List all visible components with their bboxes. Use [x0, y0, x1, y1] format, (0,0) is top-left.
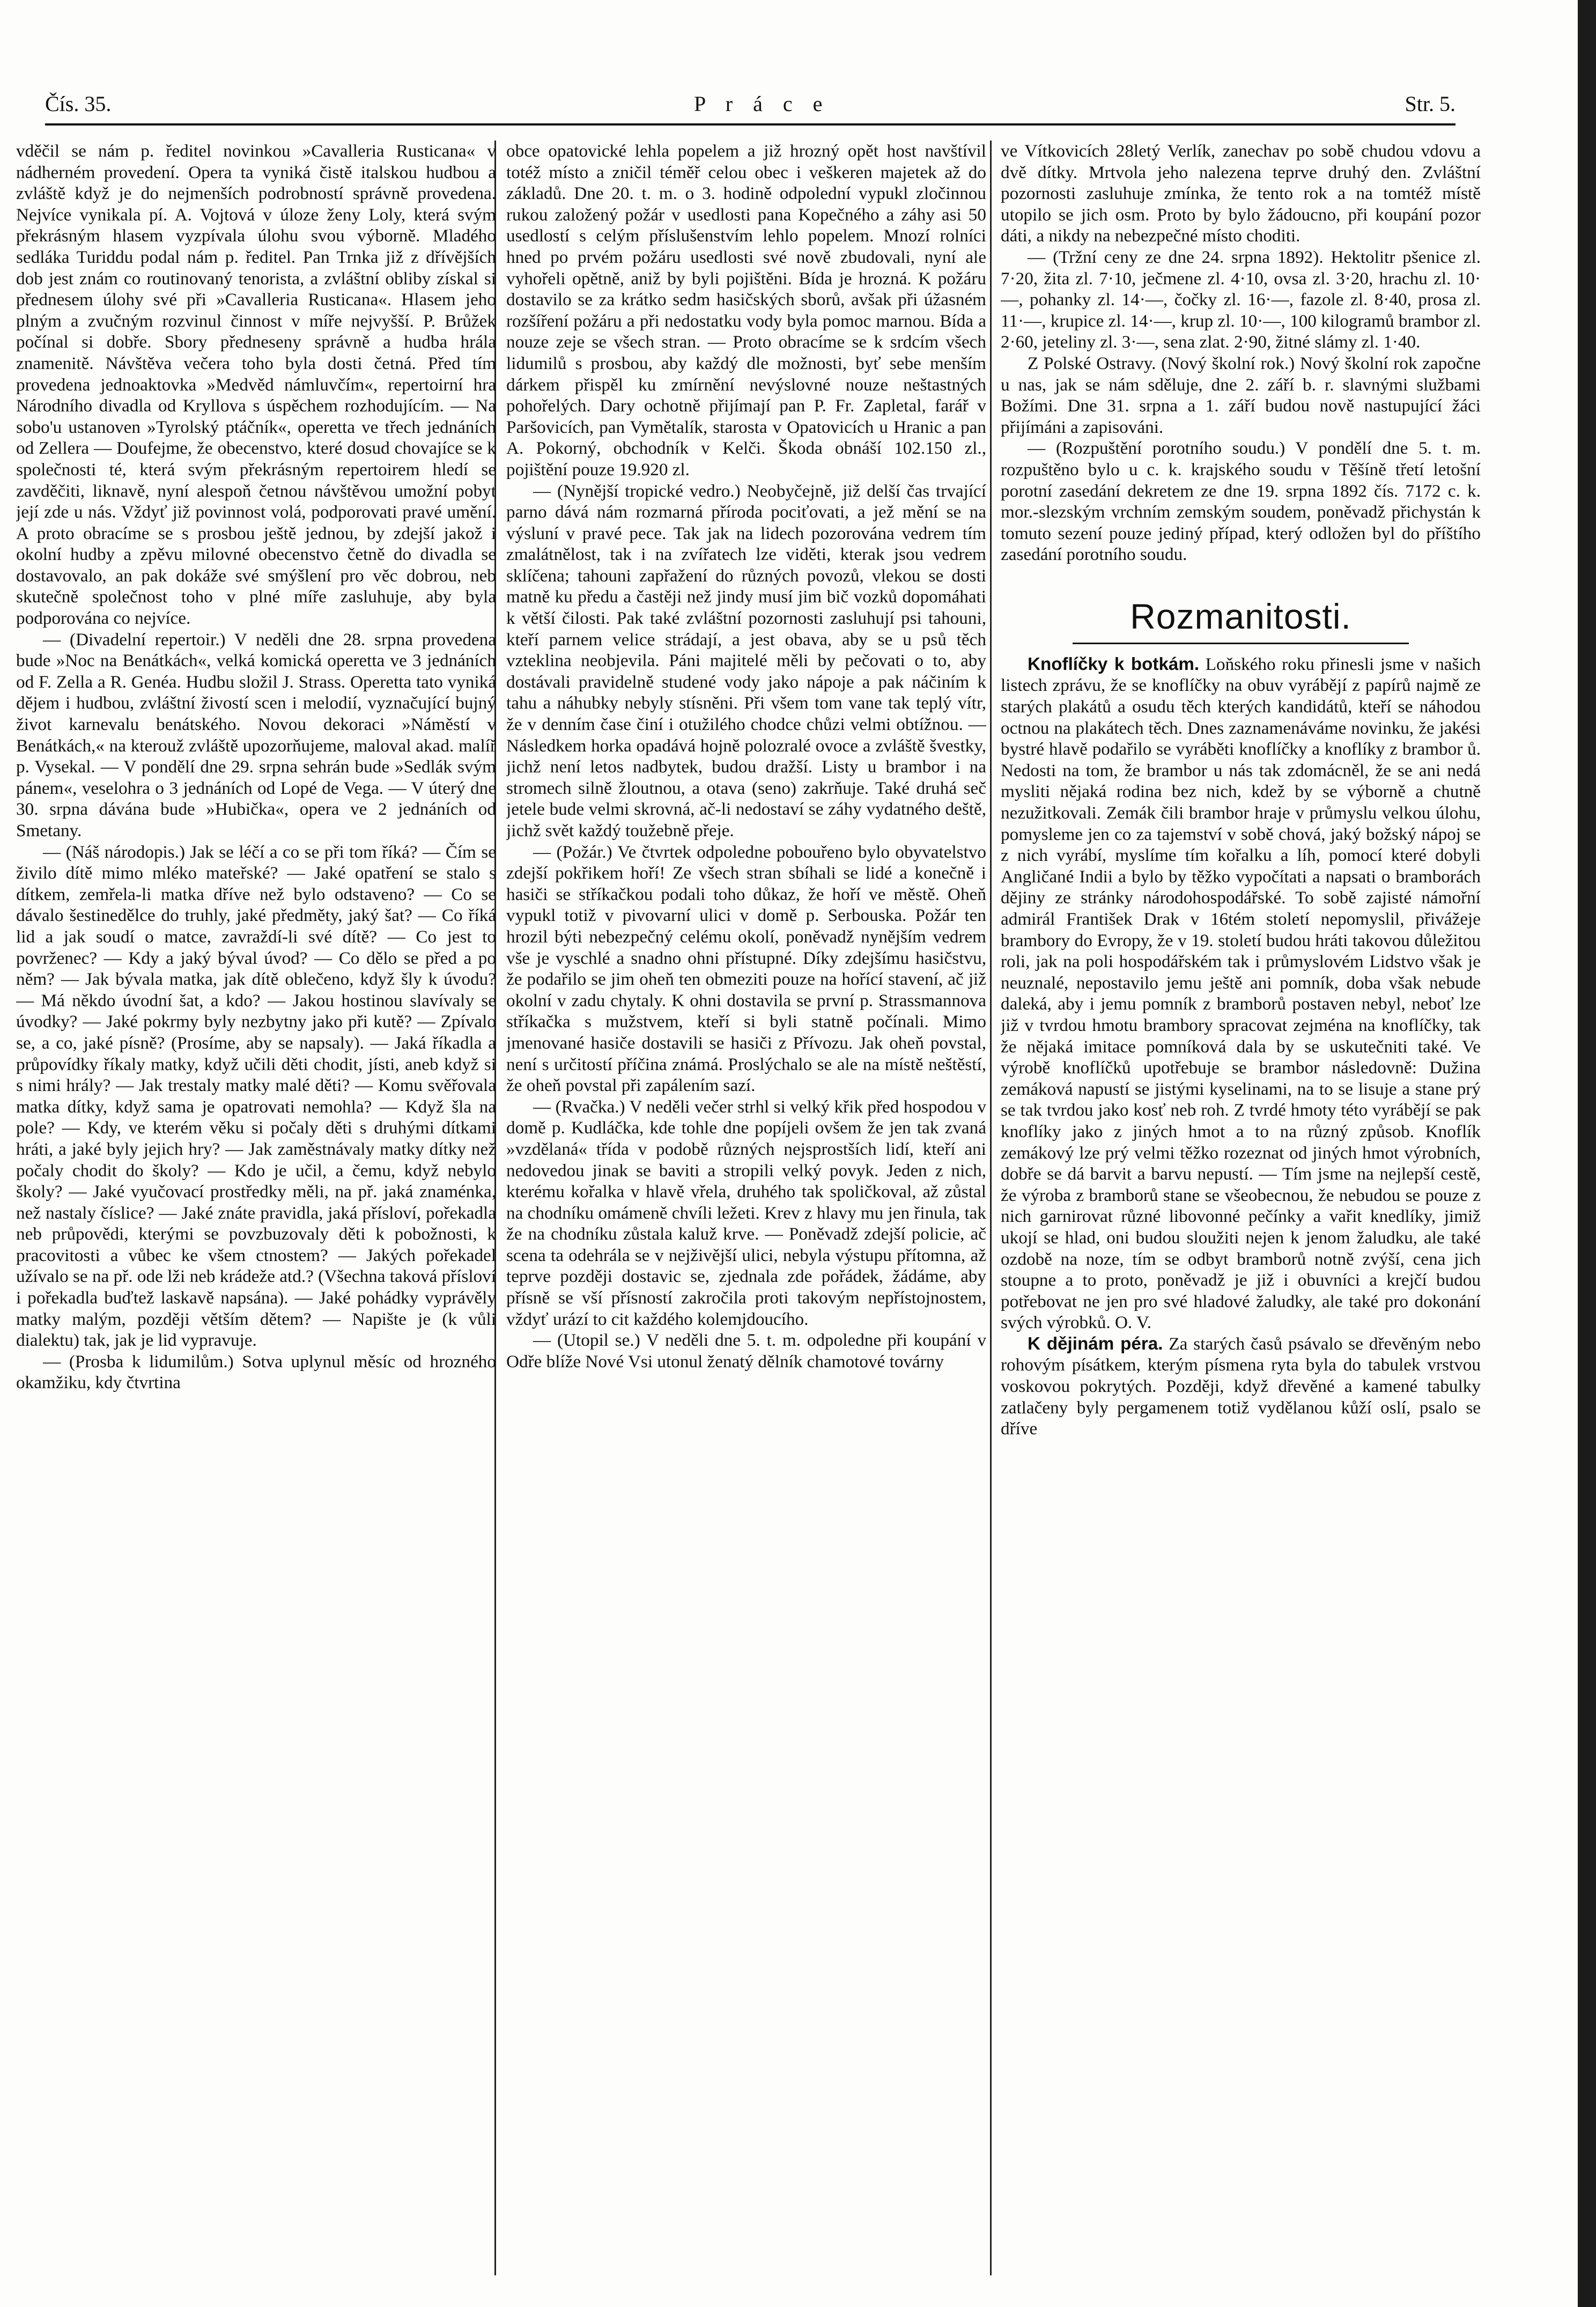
article-fire: — (Požár.) Ve čtvrtek odpoledne pobouřeno bylo obyvatelstvo zdejší pokřikem hoří! Ze všech stran sbíhali se lidé a konečně i hasiči se stříkačkou podali toho důkaz, že hoří ve městě. Oheň vypukl totiž v pivovarní ulici v domě p. Serbouska. Požár ten hrozil býti nebezpečný celému okolí, poněvadž nynějším vedrem vše je vyschlé a snadno ohni přístupné. Díky zdejšímu hasičstvu, že podařilo se jim oheň ten obmeziti pouze na hořící stavení, ač již okolní v zadu chytaly. K ohni dostavila se první p. Strassmannova stříkačka s mužstvem, kteří si byli statně počínali. Mimo jmenované hasiče dostavili se hasiči z Přívozu. Jak oheň povstal, není s určitostí příčina známá. Proslýchalo se ale na místě neštěstí, že oheň povstal při zapálením sazí.: [506, 842, 986, 1096]
column-1: [16, 141, 496, 2281]
article-appeal-continued: obce opatovické lehla popelem a již hrozný opět host navštívil totéž místo a zničil téměř celou obec i veškeren majetek až do základů. Dne 20. t. m. o 3. hodině odpolední vypukl zločinnou rukou založený požár v usedlosti pana Kopečného a záhy asi 50 usedlostí s celým příslušenstvím lehlo popelem. Mnozí rolníci hned po prvém požáru usedlosti své nově zbudovali, nyní ale vyhořeli opětně, aniž by byli pojištěni. Bída je hrozná. K požáru dostavilo se za krátko sedm hasičských sborů, avšak při úžasném rozšíření požáru a při nedostatku vody byla pomoc marnou. Bída a nouze zeje se všech stran. — Proto obracíme se k srdcím všech lidumilů s prosbou, aby každý dle možnosti, byť sebe menším dárkem přispěl ku zmírnění nevýslovné nouze neštastných pohořelých. Dary ochotně přijímají pan P. Fr. Zapletal, farář v Paršovicích, pan Vymětalík, starosta v Opatovicích u Hranic a pan A. Pokorný, obchodník v Kelči. Škoda obnáší 102.150 zl., pojištění pouze 19.920 zl.: [506, 141, 986, 480]
article-heat-wave: — (Nynější tropické vedro.) Neobyčejně, již delší čas trvající parno dává nám rozmarná příroda pociťovati, a jež mění se na výsluní v pravé pece. Tak jak na lidech pozorována vedrem tím zmalátnělost, tak i na zvířatech lze viděti, kterak jsou vedrem sklíčena; tahouni zapřažení do různých povozů, vlekou se dosti matně ku předu a častěji než jindy musí jim bič vozků dopomáhati k větší čilosti. Pak také zvláštní pozornosti zasluhují psi tahouni, kteří parnem velice strádají, a jest obava, aby se u psů těch vzteklina neobjevila. Páni majitelé měli by pečovati o to, aby dostávali pravidelně studené vody jako nápoje a pak náčiním k tahu a náhubky nebyly stísněni. Při všem tom vane tak teplý vítr, že v denním čase činí i otužilého chodce chůzi velmi obtížnou. — Následkem horka opadává hojně polozralé ovoce a zvláště švestky, jichž není letos nadbytek, budou dražší. Listy u brambor i na stromech silně žloutnou, a otava (seno) zakrňuje. Také druhá seč jetele bude velmi skrovná, ač-li nedostaví se záhy vydatného deště, jichž svět každý toužebně přeje.: [506, 481, 986, 841]
article-jury-court: — (Rozpuštění porotního soudu.) V pondělí dne 5. t. m. rozpuštěno bylo u c. k. krajského soudu v Těšíně třetí letošní porotní zasedání dekretem ze dne 19. srpna 1892 čís. 7172 c. k. mor.-slezským vrchním zemským soudem, poněvadž přichystán k tomuto sezení pouze jediný případ, který odložen byl do příštího zasedání porotního soudu.: [1001, 438, 1481, 565]
article-ethnography: — (Náš národopis.) Jak se léčí a co se při tom říká? — Čím se živilo dítě mimo mléko mateřské? — Jaké opatření se stalo s dítkem, zemřela-li matka dříve než bylo odstaveno? — Co se dávalo šestinedělce do truhly, jaké předměty, jaký šat? — Co říká lid a jak soudí o matce, zavraždí-li své dítě? — Co jest to povrženec? — Kdy a jaký býval úvod? — Co dělo se před a po něm? — Jak bývala matka, jak dítě oblečeno, když šly k úvodu? — Má někdo úvodní šat, a kdo? — Jakou hostinou slavívaly se úvodky? — Jaké pokrmy byly nezbytny jako při kutě? — Zpívalo se, a co, jaké písně? (Prosíme, aby se napsaly). — Jaká říkadla a průpovídky říkaly matky, když učili děti chodit, jísti, aneb když si s nimi hrály? — Jak trestaly matky malé děti? — Komu svěřovala matka dítky, když sama je opatrovati nemohla? — Když šla na pole? — Kdy, ve kterém věku si počaly děti s druhými dítkami hráti, a jaké byly jejich hry? — Jak zaměstnávaly matky dítky než počaly chodit do školy? — Kdo je učil, a čemu, když nebylo školy? — Jaké vyučovací prostředky měli, na př. jaká znaménka, než nastaly číslice? — Jaké znáte pravidla, jaká přísloví, pořekadla neb průpovědi, kterými se povzbuzovaly děti k pobožnosti, k pracovitosti a vůbec ke všem ctnostem? — Jakých pořekadel užívalo se na př. ode lži neb krádeže atd.? (Všechna taková přísloví i pořekadla buďtež laskavě napsána). — Jaké pohádky vyprávěly matky malým, později větším dětem? — Napište je (k vůli dialektu) tak, jak je lid vypravuje.: [16, 842, 496, 1351]
article-lead: Knoflíčky k botkám.: [1028, 654, 1200, 674]
article-polska-ostrava: Z Polské Ostravy. (Nový školní rok.) Nový školní rok započne u nas, jak se nám sděluje, dne 2. září b. r. slavnými službami Božími. Dne 31. srpna a 1. září budou nově nastupující žáci přijímáni a zapisováni.: [1001, 353, 1481, 437]
section-rule: [1073, 643, 1409, 644]
page-number: Str. 5.: [1405, 92, 1455, 116]
column-2: [506, 141, 986, 2281]
article-brawl: — (Rvačka.) V neděli večer strhl si velký křik před hospodou v domě p. Kudláčka, kde tohle dne popíjeli ovšem že jen tak zvaná »vzdělaná« třída v podobě různých nejsprostších lidí, kteří ani nedovedou jinak se baviti a stropili velký povyk. Jeden z nich, kterému kořalka v hlavě vřela, druhého tak spoličkoval, až zůstal na chodníku omámeně chvíli ležeti. Krev z hlavy mu jen řinula, tak že na chodníku zůstala kaluž krve. — Poněvadž zdejší policie, ač scena ta odehrála se v nejživější ulici, nebyla výstupu přítomna, až teprve později dostavic se, zjednala zde pořádek, žádáme, aby přísně se vší přísností zakročila proti takovým nepřístojnostem, vždyť urází to cit každého kolemjdoucího.: [506, 1096, 986, 1329]
section-title: Rozmanitosti.: [1130, 596, 1351, 636]
page-header: [45, 86, 1455, 123]
article-lead: K dějinám péra.: [1028, 1333, 1163, 1354]
article-body: Loňského roku přinesli jsme v našich listech zprávu, že se knoflíčky na obuv vyrábějí z papírů najmě ze starých plakátů a osudu těch kterých kandidátů, kteří se náhodou octnou na plakátech těch. Dnes zaznamenáváme novinku, že jakési bystré hlavě podařilo se vyráběti knoflíčky a knoflíky z brambor ů. Nedosti na tom, že brambor u nás tak zdomácněl, že se ani nedá mysliti nějaká rodina bez nich, kdež by se výborně a chutně nezužitkovali. Zemák čili brambor hraje v průmyslu velkou úlohu, pomysleme jen co za tajemství v sobě chová, jaký božský nápoj se z nich vyrábí, myslíme tím kořalku a líh, pomocí které dobyli Angličané Indii a bylo by těžko vypočítati a napsati o bramborách dějiny ze stránky národohospodářské. To sobě zajisté námořní admirál František Drak v 16tém století nepomyslil, přivážeje brambory do Evropy, že v 19. století budou hráti takovou důležitou roli, jak na poli hospodářském tak i průmyslovém Lidstvo však je neuznalé, nepostavilo jemu ještě ani pomník, doba však nebude daleká, aby i jemu pomník z bramborů postaven nebyl, neboť lze již v tvrdou hmotu brambory spracovat zejména na knoflíčky, tak že nějaká imitace pomníková dala by se uskutečniti také. Ve výrobě knoflíčků upotřebuje se brambor následovně: Dužina zemáková napustí se jistými kyselinami, na to se lisuje a stane prý se tak tvrdou jako kosť neb roh. Z tvrdé hmoty této vyrábějí se pak knoflíky jako z jiných hmot a to na různý způsob. Knoflík zemákový lze prý velmi těžko rozeznat od jiných hmot výrobních, dobře se dá barvit a barvu nepustí. — Tím jsme na nejlepší cestě, že výroba z bramborů stane se všeobecnou, že nebudou se pouze z nich garnirovat různé libovonné pečínky a vařit knedlíky, jimiž ukojí se hlad, oni budou sloužiti nejen k jenom žaludku, ale také ozdobě na noze, tím se odbyt bramborů notně zvýší, cena jich stoupne a to proto, poněvadž je již i obuvníci a krejčí budou potřebovat ne jen pro své hladové žaludky, ale také pro dokonání svých výrobků.: [1001, 654, 1481, 1333]
article-theatre-repertoire: — (Divadelní repertoir.) V neděli dne 28. srpna provedena bude »Noc na Benátkách«, velká komická operetta ve 3 jednáních od F. Zella a R. Genéa. Hudbu složil J. Strass. Operetta tato vyniká dějem i hudbou, zvláštní živostí scen i melodií, vyznačující bujný život karnevalu benátského. Novou dekoraci »Náměstí v Benátkách,« na kterouž zvláště upozorňujeme, maloval akad. malíř p. Vysekal. — V pondělí dne 29. srpna sehrán bude »Sedlák svým pánem«, veselohra o 3 jednáních od Lopé de Vega. — V úterý dne 30. srpna dávána bude »Hubička«, opera ve 2 jednáních od Smetany.: [16, 629, 496, 841]
article-theatre-review: vděčil se nám p. ředitel novinkou »Cavalleria Rusticana« v nádherném provedení. Opera ta vyniká čistě italskou hudbou a zvláště když je do nejmenších podrobností správně provedena. Nejvíce vynikala pí. A. Vojtová v úloze ženy Loly, která svým překrásným hlasem vyzpívala úlohu svou výborně. Mladého sedláka Turiddu podal nám p. ředitel. Pan Trnka již z dřívějších dob jest znám co routinovaný tenorista, a zvláštní obliby získal si přednesem úlohy své při »Cavalleria Rusticana«. Hlasem jeho plným a zvučným rozvinul činnost v míře nejvyšší. P. Brůžek počínal si dobře. Sbory předneseny správně a hudba hrála znamenitě. Návštěva večera toho byla dosti četná. Před tím provedena jednoaktovka »Medvěd námluvčím«, repertoirní hra Národního divadla od Kryllova s úspěchem rozhodujícím. — Na sobo'u ustanoven »Tyrolský ptáčník«, operetta ve třech jednáních od Zellera — Doufejme, že obecenstvo, které dosud chovajíce se k společnosti té, která svým překrásným repertoirem hledí se zavděčiti, liknavě, nyní alespoň četnou návštěvou umožní pobyt její zde u nás. Vždyť již povinnost volá, podporovati pravé umění. A proto obracíme se s prosbou ještě jednou, by zdejší jakož i okolní hudby a zpěvu milovné obecenstvo četně do divadla se dostavovalo, an pak dokáže své smýšlení pro věc dobrou, neb skutečně společnost toho v plné míře zasluhuje, aby byla podporována co nejvíce.: [16, 141, 496, 629]
article-drowned-continued: ve Vítkovicích 28letý Verlík, zanechav po sobě chudou vdovu a dvě dítky. Mrtvola jeho nalezena teprve druhý den. Zvláštní pozornosti zasluhuje zmínka, že tento rok a na tomtéž místě utopilo se jich osm. Proto by bylo žádoucno, při koupání pozor dáti, a nikdy na nebezpečné místo choditi.: [1001, 141, 1481, 246]
article-market-prices: — (Tržní ceny ze dne 24. srpna 1892). Hektolitr pšenice zl. 7·20, žita zl. 7·10, ječmene zl. 4·10, ovsa zl. 3·20, hrachu zl. 10·—, pohanky zl. 14·—, čočky zl. 16·—, fazole zl. 8·40, prosa zl. 11·—, krupice zl. 14·—, krup zl. 10·—, 100 kilogramů brambor zl. 2·60, jeteliny zl. 3·—, sena zlat. 2·90, žitné slámy zl. 1·40.: [1001, 247, 1481, 352]
newspaper-title: P r á c e: [694, 92, 830, 116]
scan-border: [1578, 0, 1596, 2307]
column-divider: [990, 141, 992, 2275]
article-drowned-start: — (Utopil se.) V neděli dne 5. t. m. odpoledne při koupání v Odře blíže Nové Vsi utonul ženatý dělník chamotové továrny: [506, 1330, 986, 1372]
article-pen-history: [1001, 1333, 1481, 1440]
author-signature: O. V.: [1114, 1313, 1151, 1333]
article-body: Za starých časů psávalo se dřevěným nebo rohovým písátkem, kterým písmena ryta byla do tabulek vrstvou voskovou pokrytých. Později, když dřevěné a kamené tabulky zatlačeny byly pergamenem totiž vydělanou kůží oslí, psalo se dříve: [1001, 1333, 1481, 1439]
article-potato-buttons: [1001, 654, 1481, 1333]
article-appeal-start: — (Prosba k lidumilům.) Sotva uplynul měsíc od hrozného okamžiku, kdy čtvrtina: [16, 1351, 496, 1393]
header-rule: [45, 123, 1455, 126]
issue-number: Čís. 35.: [45, 92, 112, 116]
column-3: [1001, 141, 1481, 2281]
